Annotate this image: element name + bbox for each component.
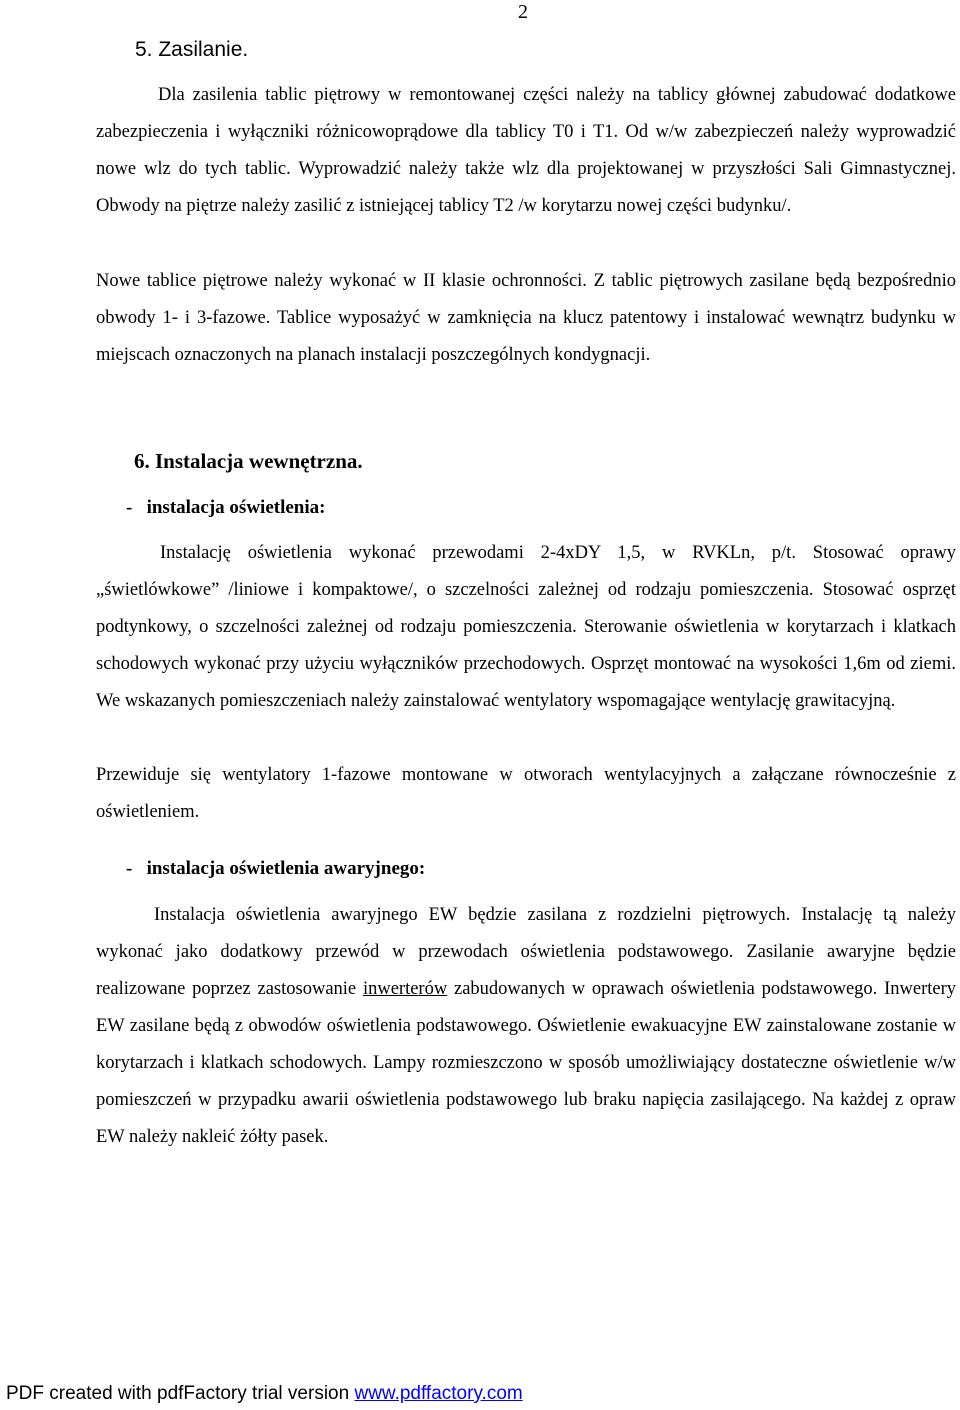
ventilation-paragraph-text: Przewiduje się wentylatory 1-fazowe montowane w otworach wentylacyjnych a załączane równocześnie z oświetleniem. (96, 765, 956, 822)
section-5-heading: 5. Zasilanie. (135, 38, 249, 61)
lighting-paragraph-text: Instalację oświetlenia wykonać przewodami 2-4xDY 1,5, w RVKLn, p/t. Stosować oprawy „świetlówkowe” /liniowe i kompaktowe/, o szczelności zależnej od rodzaju pomieszczenia. Stosować osprzęt podtynkowy, o szczelności zależnej od rodzaju pomieszczenia. Sterowanie oświetlenia w korytarzach i klatkach schodowych wykonać przy użyciu wyłączników przechodowych. Osprzęt montować na wysokości 1,6m od ziemi. We wskazanych pomieszczeniach należy zainstalować wentylatory wspomagające wentylację grawitacyjną. (96, 543, 956, 711)
pdf-footer-text: PDF created with pdfFactory trial version (6, 1383, 355, 1404)
pdffactory-link[interactable]: www.pdffactory.com (354, 1383, 523, 1404)
inverters-underlined-term: inwerterów (362, 979, 448, 999)
page-number: 2 (518, 1, 528, 23)
section-5-paragraph-2 (96, 263, 956, 374)
section-5-paragraph-1-text: Dla zasilenia tablic piętrowy w remontowanej części należy na tablicy głównej zabudować dodatkowe zabezpieczenia i wyłączniki różnicowoprądowe dla tablicy T0 i T1. Od w/w zabezpieczeń należy wyprowadzić nowe wlz do tych tablic. Wyprowadzić należy także wlz dla projektowanej w przyszłości Sali Gimnastycznej. Obwody na piętrze należy zasilić z istniejącej tablicy T2 /w korytarzu nowej części budynku/. (96, 85, 956, 216)
emergency-lighting-paragraph (96, 897, 956, 1156)
emergency-paragraph-text-b: zabudowanych w oprawach oświetlenia podstawowego. Inwertery EW zasilane będą z obwodów oświetlenia podstawowego. Oświetlenie ewakuacyjne EW zainstalowane zostanie w korytarzach i klatkach schodowych. Lampy rozmieszczono w sposób umożliwiający dostateczne oświetlenie w/w pomieszczeń w przypadku awarii oświetlenia podstawowego lub braku napięcia zasilającego. Na każdej z opraw EW należy nakleić żółty pasek. (96, 979, 956, 1147)
section-6-heading: 6. Instalacja wewnętrzna. (134, 449, 363, 473)
emergency-lighting-subheading: - instalacja oświetlenia awaryjnego: (126, 858, 426, 879)
ventilation-paragraph (96, 757, 956, 831)
section-5-paragraph-1 (96, 77, 956, 225)
pdf-footer (6, 1383, 523, 1405)
lighting-paragraph (96, 535, 956, 720)
emergency-paragraph-text-a: Instalacja oświetlenia awaryjnego EW będzie zasilana z rozdzielni piętrowych. Instalację tą należy wykonać jako dodatkowy przewód w przewodach oświetlenia podstawowego. Zasilanie awaryjne będzie realizowane poprzez zastosowanie (96, 905, 956, 999)
section-5-paragraph-2-text: Nowe tablice piętrowe należy wykonać w II klasie ochronności. Z tablic piętrowych zasilane będą bezpośrednio obwody 1- i 3-fazowe. Tablice wyposażyć w zamknięcia na klucz patentowy i instalować wewnątrz budynku w miejscach oznaczonych na planach instalacji poszczególnych kondygnacji. (96, 271, 956, 365)
lighting-subheading: - instalacja oświetlenia: (126, 497, 326, 518)
